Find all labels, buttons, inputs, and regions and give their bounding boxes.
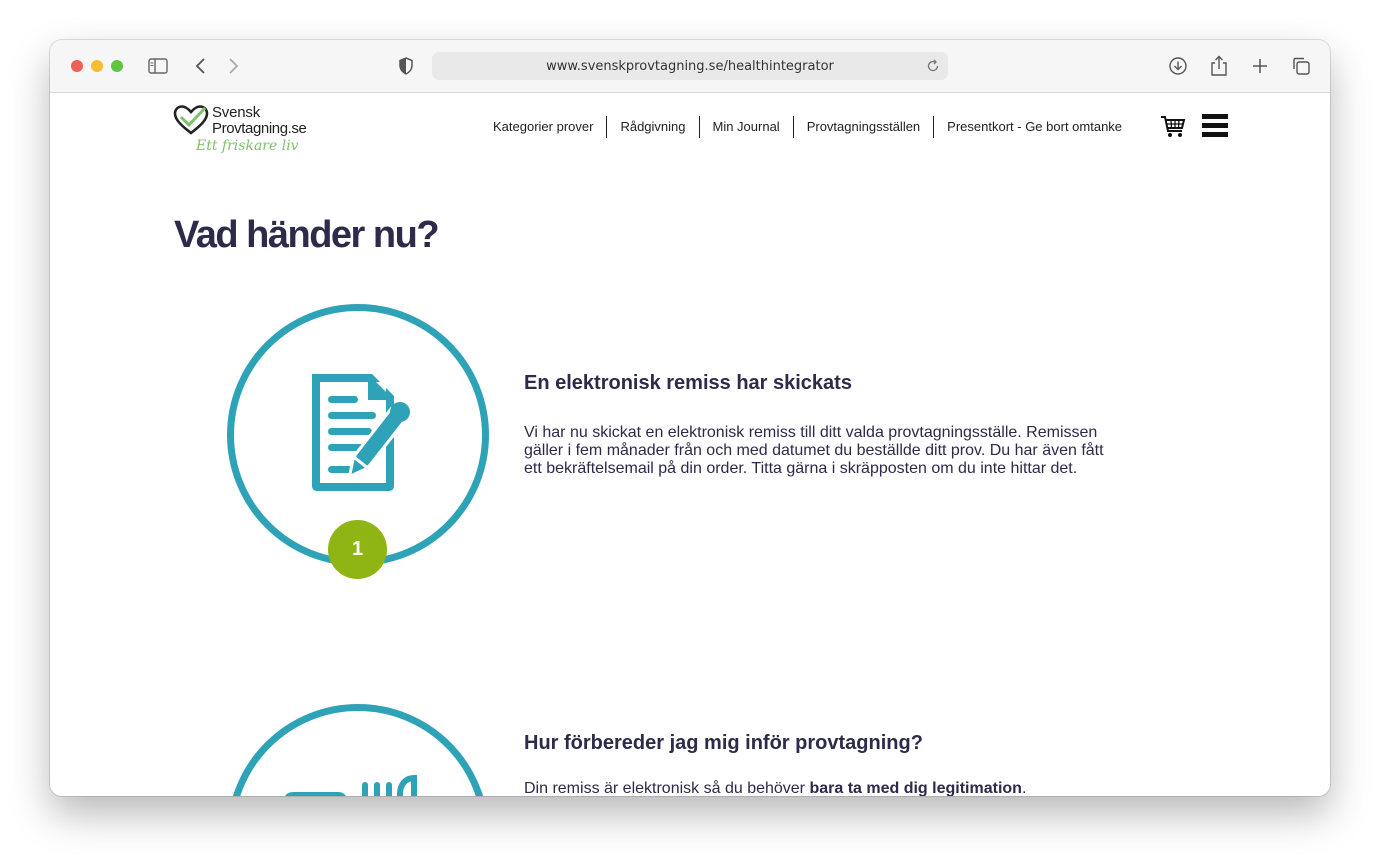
page-title: Vad händer nu? — [174, 214, 439, 256]
menu-bar-bottom — [1202, 132, 1228, 137]
nav-item-min-journal[interactable]: Min Journal — [699, 116, 793, 138]
nav-item-kategorier[interactable]: Kategorier prover — [493, 119, 594, 134]
zoom-window-button[interactable] — [111, 60, 123, 72]
sidebar-icon[interactable] — [146, 54, 170, 78]
browser-toolbar — [50, 40, 1330, 93]
address-bar[interactable] — [432, 52, 948, 80]
reload-icon[interactable] — [924, 57, 942, 75]
heart-check-icon — [172, 104, 210, 136]
logo-tagline: Ett friskare liv — [196, 138, 299, 154]
step2-text-start: Din remiss är elektronisk så du behöver — [524, 780, 810, 796]
step2-text — [524, 780, 1104, 796]
step1-title: En elektronisk remiss har skickats — [524, 372, 852, 394]
share-icon[interactable] — [1207, 54, 1231, 78]
document-edit-icon — [308, 370, 434, 496]
logo-line2: Provtagning.se — [212, 120, 307, 137]
step-number-badge: 1 — [328, 520, 387, 579]
close-window-button[interactable] — [71, 60, 83, 72]
tabs-icon[interactable] — [1289, 54, 1313, 78]
back-icon[interactable] — [189, 54, 213, 78]
browser-window — [50, 40, 1330, 796]
download-icon[interactable] — [1166, 54, 1190, 78]
forward-icon[interactable] — [221, 54, 245, 78]
step1-text: Vi har nu skickat en elektronisk remiss till ditt valda provtagningsställe. Remissen gäller i fem månader från och med datumet du beställde ditt prov. Du har även fått ett bekräftelsemail på din order. Titta gärna i skräpposten om du inte hittar det. — [524, 424, 1104, 477]
new-tab-icon[interactable] — [1248, 54, 1272, 78]
cutlery-icon — [272, 770, 452, 796]
step2-title: Hur förbereder jag mig inför provtagning? — [524, 732, 923, 754]
logo-line1: Svensk — [212, 104, 260, 121]
site-logo[interactable] — [172, 100, 322, 156]
url-text: www.svenskprovtagning.se/healthintegrator — [546, 58, 834, 74]
nav-item-presentkort[interactable]: Presentkort - Ge bort omtanke — [933, 116, 1135, 138]
nav-item-radgivning[interactable]: Rådgivning — [606, 116, 698, 138]
shield-icon[interactable] — [394, 54, 418, 78]
step2-text-bold: bara ta med dig legitimation — [809, 780, 1022, 796]
menu-bar-middle — [1202, 123, 1228, 128]
minimize-window-button[interactable] — [91, 60, 103, 72]
web-page — [50, 94, 1330, 796]
main-nav — [478, 116, 1135, 138]
cart-icon[interactable] — [1160, 114, 1186, 140]
nav-item-provtagningsstallen[interactable]: Provtagningsställen — [793, 116, 933, 138]
menu-bar-top — [1202, 114, 1228, 119]
step2-text-end: . — [1021, 780, 1027, 796]
menu-icon[interactable] — [1202, 114, 1228, 140]
